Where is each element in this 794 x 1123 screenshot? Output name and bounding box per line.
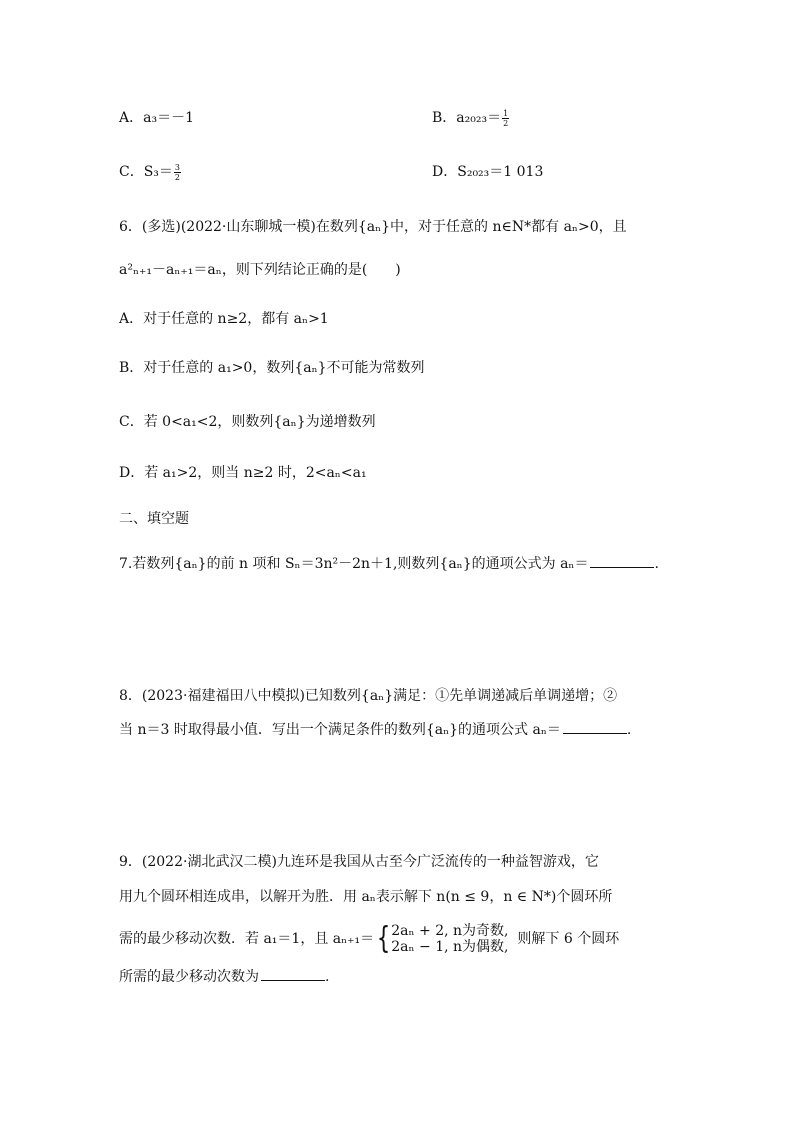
q6-option-d: D．若 a₁>2，则当 n≥2 时，2<aₙ<a₁: [119, 465, 367, 481]
q5-option-d-text: S₂₀₂₃＝1 013: [457, 164, 544, 180]
q9-case-odd: [391, 923, 508, 939]
q9-case-odd-cond: n为奇数,: [453, 923, 509, 939]
q9-cases: [391, 923, 508, 955]
q5-option-a-label: A．: [119, 110, 144, 126]
q5-option-b: [432, 108, 509, 128]
q7: [119, 553, 659, 574]
fraction-numerator: 1: [503, 108, 509, 118]
q9-line3-pre: 需的最少移动次数．若 a₁＝1，且 aₙ₊₁＝: [119, 931, 375, 947]
q8-tail: .: [626, 722, 632, 738]
q8-answer-blank: [563, 719, 627, 734]
q9-line4: [119, 966, 329, 987]
q7-text: 7.若数列{aₙ}的前 n 项和 Sₙ＝3n²－2n＋1,则数列{aₙ}的通项公式为 aₙ＝: [119, 556, 589, 572]
q5-option-b-label: B．: [432, 110, 457, 126]
q5-option-c: [119, 162, 181, 182]
q7-answer-blank: [590, 553, 654, 568]
q8-line1: 8．(2023·福建福田八中模拟)已知数列{aₙ}满足：①先单调递减后单调递增；②: [119, 688, 618, 704]
q5-option-d-label: D．: [432, 164, 458, 180]
q9-piecewise: [374, 922, 508, 956]
fraction-denominator: 2: [503, 118, 509, 128]
fraction-denominator: 2: [174, 172, 181, 182]
q9-line3: [119, 922, 619, 956]
section-title: 二、填空题: [119, 511, 189, 527]
q6-option-b: B．对于任意的 a₁>0，数列{aₙ}不可能为常数列: [119, 360, 425, 376]
q6-option-c: C．若 0<a₁<2，则数列{aₙ}为递增数列: [119, 414, 376, 430]
q8-line2: [119, 719, 631, 740]
q9-case-even: [391, 939, 508, 955]
q9-line4-text: 所需的最少移动次数为: [119, 969, 259, 985]
q5-option-a-text: a₃＝－1: [143, 110, 194, 126]
fraction-numerator: 3: [174, 162, 181, 172]
q9-line1: 9．(2022·湖北武汉二模)九连环是我国从古至今广泛流传的一种益智游戏，它: [119, 854, 599, 870]
q5-option-c-label: C．: [119, 164, 144, 180]
q5-option-a: [119, 108, 194, 128]
q5-option-c-text: S₃＝: [143, 164, 173, 180]
q5-option-b-fraction: [502, 109, 509, 128]
q9-line2: 用九个圆环相连成串，以解开为胜．用 aₙ表示解下 n(n ≤ 9，n ∈ N*)个圆环所: [119, 889, 613, 905]
q6-stem-line1: 6．(多选)(2022·山东聊城一模)在数列{aₙ}中，对于任意的 n∈N*都有 aₙ>0，且: [119, 219, 627, 235]
q8-line2-text: 当 n＝3 时取得最小值．写出一个满足条件的数列{aₙ}的通项公式 aₙ＝: [119, 722, 561, 738]
q6-stem-line2: a²ₙ₊₁－aₙ₊₁＝aₙ，则下列结论正确的是( ): [119, 262, 401, 278]
q5-option-d: [432, 162, 543, 182]
q9-tail: .: [325, 969, 330, 985]
q9-answer-blank: [261, 966, 325, 981]
q5-option-b-text: a₂₀₂₃＝: [456, 110, 502, 126]
q9-case-even-cond: n为偶数,: [453, 939, 509, 955]
q5-option-c-fraction: [174, 163, 181, 182]
q9-case-odd-expr: 2aₙ + 2,: [391, 923, 449, 939]
q9-case-even-expr: 2aₙ − 1,: [391, 939, 449, 955]
q9-line3-post: 则解下 6 个圆环: [517, 931, 620, 947]
q7-tail: .: [654, 556, 659, 572]
q6-option-a: A．对于任意的 n≥2，都有 aₙ>1: [119, 311, 329, 327]
left-brace: {: [377, 921, 391, 956]
